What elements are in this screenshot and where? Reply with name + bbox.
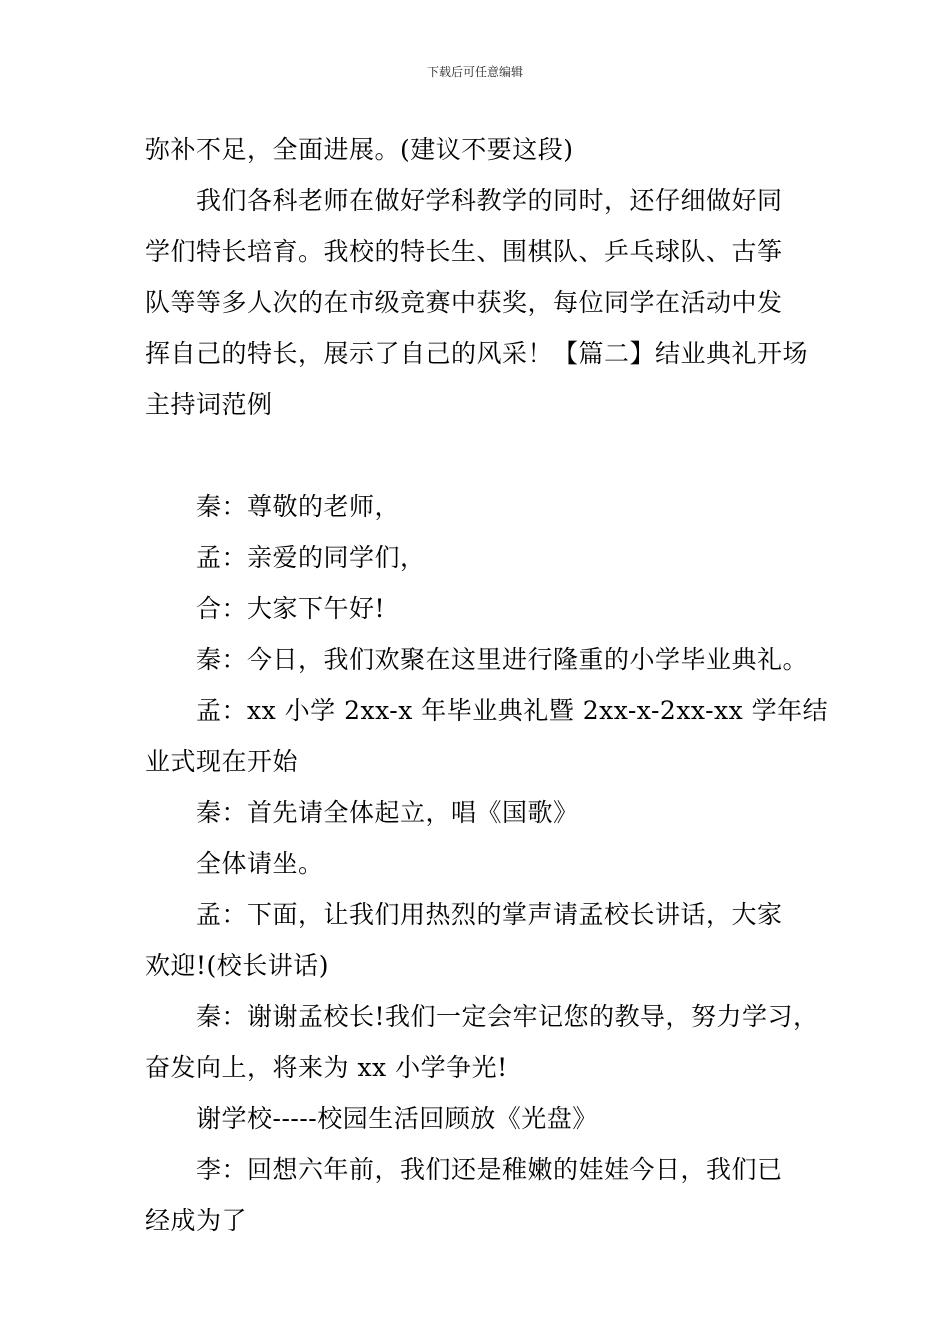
paragraph-line: 队等等多人次的在市级竞赛中获奖，每位同学在活动中发 bbox=[145, 288, 783, 317]
document-body bbox=[145, 124, 829, 1246]
dialogue-line: 奋发向上，将来为 xx 小学争光! bbox=[145, 1053, 508, 1082]
dialogue-line: 欢迎!(校长讲话) bbox=[145, 951, 330, 980]
paragraph-line: 学们特长培育。我校的特长生、围棋队、乒乓球队、古筝 bbox=[145, 237, 783, 266]
dialogue-line: 全体请坐。 bbox=[196, 849, 324, 878]
dialogue-line: 谢学校-----校园生活回顾放《光盘》 bbox=[196, 1104, 598, 1133]
dialogue-line: 孟：下面，让我们用热烈的掌声请孟校长讲话，大家 bbox=[196, 900, 783, 929]
dialogue-line: 秦：谢谢孟校长!我们一定会牢记您的教导，努力学习， bbox=[196, 1002, 819, 1031]
dialogue-line: 孟：xx 小学 2xx-x 年毕业典礼暨 2xx-x-2xx-xx 学年结 bbox=[196, 696, 829, 725]
paragraph-line: 弥补不足，全面进展。(建议不要这段) bbox=[145, 135, 574, 164]
dialogue-line: 秦：今日，我们欢聚在这里进行隆重的小学毕业典礼。 bbox=[196, 645, 809, 674]
paragraph-line: 主持词范例 bbox=[145, 390, 273, 419]
dialogue-line: 秦：尊敬的老师， bbox=[196, 492, 401, 521]
page-header: 下载后可任意编辑 bbox=[426, 65, 523, 79]
dialogue-line: 秦：首先请全体起立，唱《国歌》 bbox=[196, 798, 579, 827]
dialogue-line: 经成为了 bbox=[145, 1206, 248, 1235]
dialogue-line: 业式现在开始 bbox=[145, 747, 299, 776]
paragraph-line: 我们各科老师在做好学科教学的同时，还仔细做好同 bbox=[196, 186, 783, 215]
dialogue-line: 李：回想六年前，我们还是稚嫩的娃娃今日，我们已 bbox=[196, 1155, 783, 1184]
paragraph-line: 挥自己的特长，展示了自己的风采！【篇二】结业典礼开场 bbox=[145, 339, 809, 368]
blank-line bbox=[145, 430, 825, 481]
dialogue-line: 孟：亲爱的同学们， bbox=[196, 543, 426, 572]
dialogue-line: 合：大家下午好! bbox=[196, 594, 386, 623]
